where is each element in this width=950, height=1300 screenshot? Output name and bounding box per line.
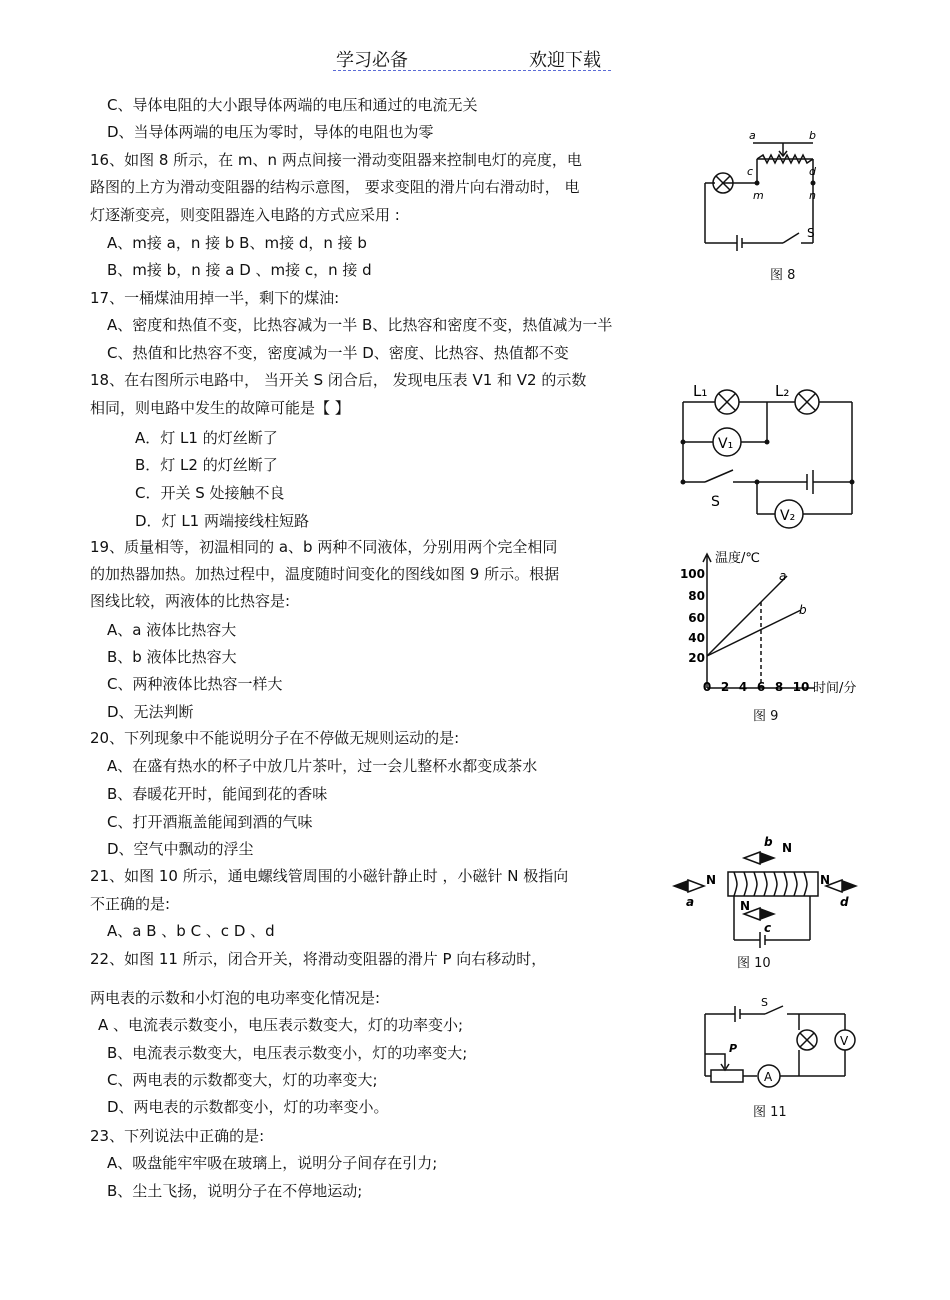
fig10-n-a: N	[706, 873, 717, 887]
fig8-label-a: a	[749, 129, 756, 142]
fig9-series-b-label: b	[799, 603, 807, 617]
fig10-label-d: d	[840, 895, 849, 909]
q20-option-d: D、空气中飘动的浮尘	[107, 840, 254, 858]
q19-option-c: C、两种液体比热容一样大	[107, 675, 283, 693]
fig11-caption: 图 11	[753, 1105, 787, 1120]
q19-stem-1: 19、质量相等，初温相同的 a、b 两种不同液体，分别用两个完全相同	[90, 538, 558, 556]
fig9-ytick-80: 80	[688, 589, 705, 603]
fig9-caption: 图 9	[753, 709, 779, 724]
q22-stem-1: 22、如图 11 所示，闭合开关，将滑动变阻器的滑片 P 向右移动时，	[90, 950, 547, 968]
q18-stem-2: 相同，则电路中发生的故障可能是【 】	[90, 399, 350, 417]
q19-option-d: D、无法判断	[107, 703, 194, 721]
q21-stem-1: 21、如图 10 所示，通电螺线管周围的小磁针静止时 ，小磁针 N 极指向	[90, 867, 569, 885]
q19-stem-2: 的加热器加热。加热过程中，温度随时间变化的图线如图 9 所示。根据	[90, 565, 560, 583]
fig10-label-a: a	[686, 895, 695, 909]
fig9-xtick-8: 8	[774, 680, 784, 694]
fig8-label-n: n	[809, 189, 816, 202]
fig11-label-a: A	[764, 1070, 773, 1084]
q23-stem: 23、下列说法中正确的是:	[90, 1127, 265, 1145]
fig18-label-v1: V₁	[718, 436, 734, 452]
fig8-label-s: S	[807, 226, 815, 240]
fig9-series-a-label: a	[779, 569, 787, 583]
q23-option-a: A、吸盘能牢牢吸在玻璃上，说明分子间存在引力;	[107, 1154, 438, 1172]
q18-option-b: B．灯 L2 的灯丝断了	[135, 456, 278, 474]
figure-q18-circuit	[675, 378, 860, 528]
q22-option-d: D、两电表的示数都变小，灯的功率变小。	[107, 1098, 389, 1116]
fig9-xtick-4: 4	[738, 680, 748, 694]
q18-option-c: C．开关 S 处接触不良	[135, 484, 285, 502]
q15-option-d: D、当导体两端的电压为零时，导体的电阻也为零	[107, 123, 434, 141]
q23-option-b: B、尘土飞扬，说明分子在不停地运动;	[107, 1182, 363, 1200]
fig10-label-c: c	[764, 921, 772, 935]
fig8-label-d: d	[809, 165, 816, 178]
q16-options-2: B、m接 b，n 接 a D 、m接 c，n 接 d	[107, 261, 372, 279]
fig9-xtick-6: 6	[756, 680, 766, 694]
q18-option-a: A．灯 L1 的灯丝断了	[135, 429, 278, 447]
fig9-xlabel: 时间/分	[813, 681, 857, 696]
figure-9-graph	[675, 548, 855, 698]
figure-11	[695, 996, 855, 1092]
fig8-caption: 图 8	[770, 268, 796, 283]
fig9-ytick-40: 40	[688, 631, 705, 645]
fig10-caption: 图 10	[737, 956, 771, 971]
fig11-label-v: V	[840, 1034, 849, 1048]
fig10-n-d: N	[820, 873, 831, 887]
q15-option-c: C、导体电阻的大小跟导体两端的电压和通过的电流无关	[107, 96, 478, 114]
q19-option-b: B、b 液体比热容大	[107, 648, 237, 666]
fig9-xtick-2: 2	[720, 680, 730, 694]
q17-options-1: A、密度和热值不变，比热容减为一半 B、比热容和密度不变，热值减为一半	[107, 316, 613, 334]
q22-option-a: A 、电流表示数变小，电压表示数变大，灯的功率变小;	[98, 1016, 464, 1034]
fig8-label-c: c	[747, 165, 754, 178]
fig9-ylabel: 温度/℃	[715, 551, 760, 566]
q21-options: A、a B 、b C 、c D 、d	[107, 922, 275, 940]
fig9-xtick-0: 0	[702, 680, 712, 694]
fig11-label-p: P	[729, 1042, 738, 1055]
fig10-n-b: N	[782, 841, 793, 855]
q18-stem-1: 18、在右图所示电路中， 当开关 S 闭合后， 发现电压表 V1 和 V2 的示数	[90, 371, 587, 389]
fig18-label-l1: L₁	[693, 382, 708, 400]
series-a-line	[707, 576, 787, 656]
fig11-label-s: S	[761, 996, 768, 1009]
q20-option-c: C、打开酒瓶盖能闻到酒的气味	[107, 813, 313, 831]
fig10-label-b: b	[764, 835, 773, 849]
header-left: 学习必备	[336, 50, 408, 71]
q20-option-a: A、在盛有热水的杯子中放几片茶叶，过一会儿整杯水都变成茶水	[107, 757, 538, 775]
q21-stem-2: 不正确的是:	[90, 895, 171, 913]
fig8-label-b: b	[809, 129, 816, 142]
q20-stem: 20、下列现象中不能说明分子在不停做无规则运动的是:	[90, 729, 460, 747]
figure-8	[695, 125, 830, 255]
q17-options-2: C、热值和比热容不变，密度减为一半 D、密度、比热容、热值都不变	[107, 344, 569, 362]
fig18-label-s: S	[711, 494, 720, 510]
fig9-ytick-20: 20	[688, 651, 705, 665]
q16-stem-2: 路图的上方为滑动变阻器的结构示意图， 要求变阻的滑片向右滑动时， 电	[90, 178, 580, 196]
series-b-line	[707, 610, 801, 656]
q22-stem-2: 两电表的示数和小灯泡的电功率变化情况是:	[90, 989, 381, 1007]
header-right: 欢迎下载	[529, 50, 601, 71]
fig8-label-m: m	[753, 189, 764, 202]
fig9-xtick-10: 10	[792, 680, 810, 694]
q16-options-1: A、m接 a，n 接 b B、m接 d，n 接 b	[107, 234, 367, 252]
q16-stem-3: 灯逐渐变亮，则变阻器连入电路的方式应采用 :	[90, 206, 400, 224]
fig9-ytick-60: 60	[688, 611, 705, 625]
q22-option-c: C、两电表的示数都变大，灯的功率变大;	[107, 1071, 378, 1089]
fig9-ytick-100: 100	[679, 567, 705, 581]
q17-stem: 17、一桶煤油用掉一半，剩下的煤油:	[90, 289, 340, 307]
q19-option-a: A、a 液体比热容大	[107, 621, 237, 639]
fig10-n-c: N	[740, 899, 751, 913]
q19-stem-3: 图线比较，两液体的比热容是:	[90, 592, 291, 610]
fig18-label-v2: V₂	[780, 508, 796, 524]
q22-option-b: B、电流表示数变大，电压表示数变小，灯的功率变大;	[107, 1044, 468, 1062]
q18-option-d: D．灯 L1 两端接线柱短路	[135, 512, 309, 530]
fig18-label-l2: L₂	[775, 382, 790, 400]
q16-stem-1: 16、如图 8 所示，在 m、n 两点间接一滑动变阻器来控制电灯的亮度，电	[90, 151, 582, 169]
figure-10	[668, 834, 868, 949]
header-underline	[333, 70, 611, 71]
q20-option-b: B、春暖花开时，能闻到花的香味	[107, 785, 328, 803]
